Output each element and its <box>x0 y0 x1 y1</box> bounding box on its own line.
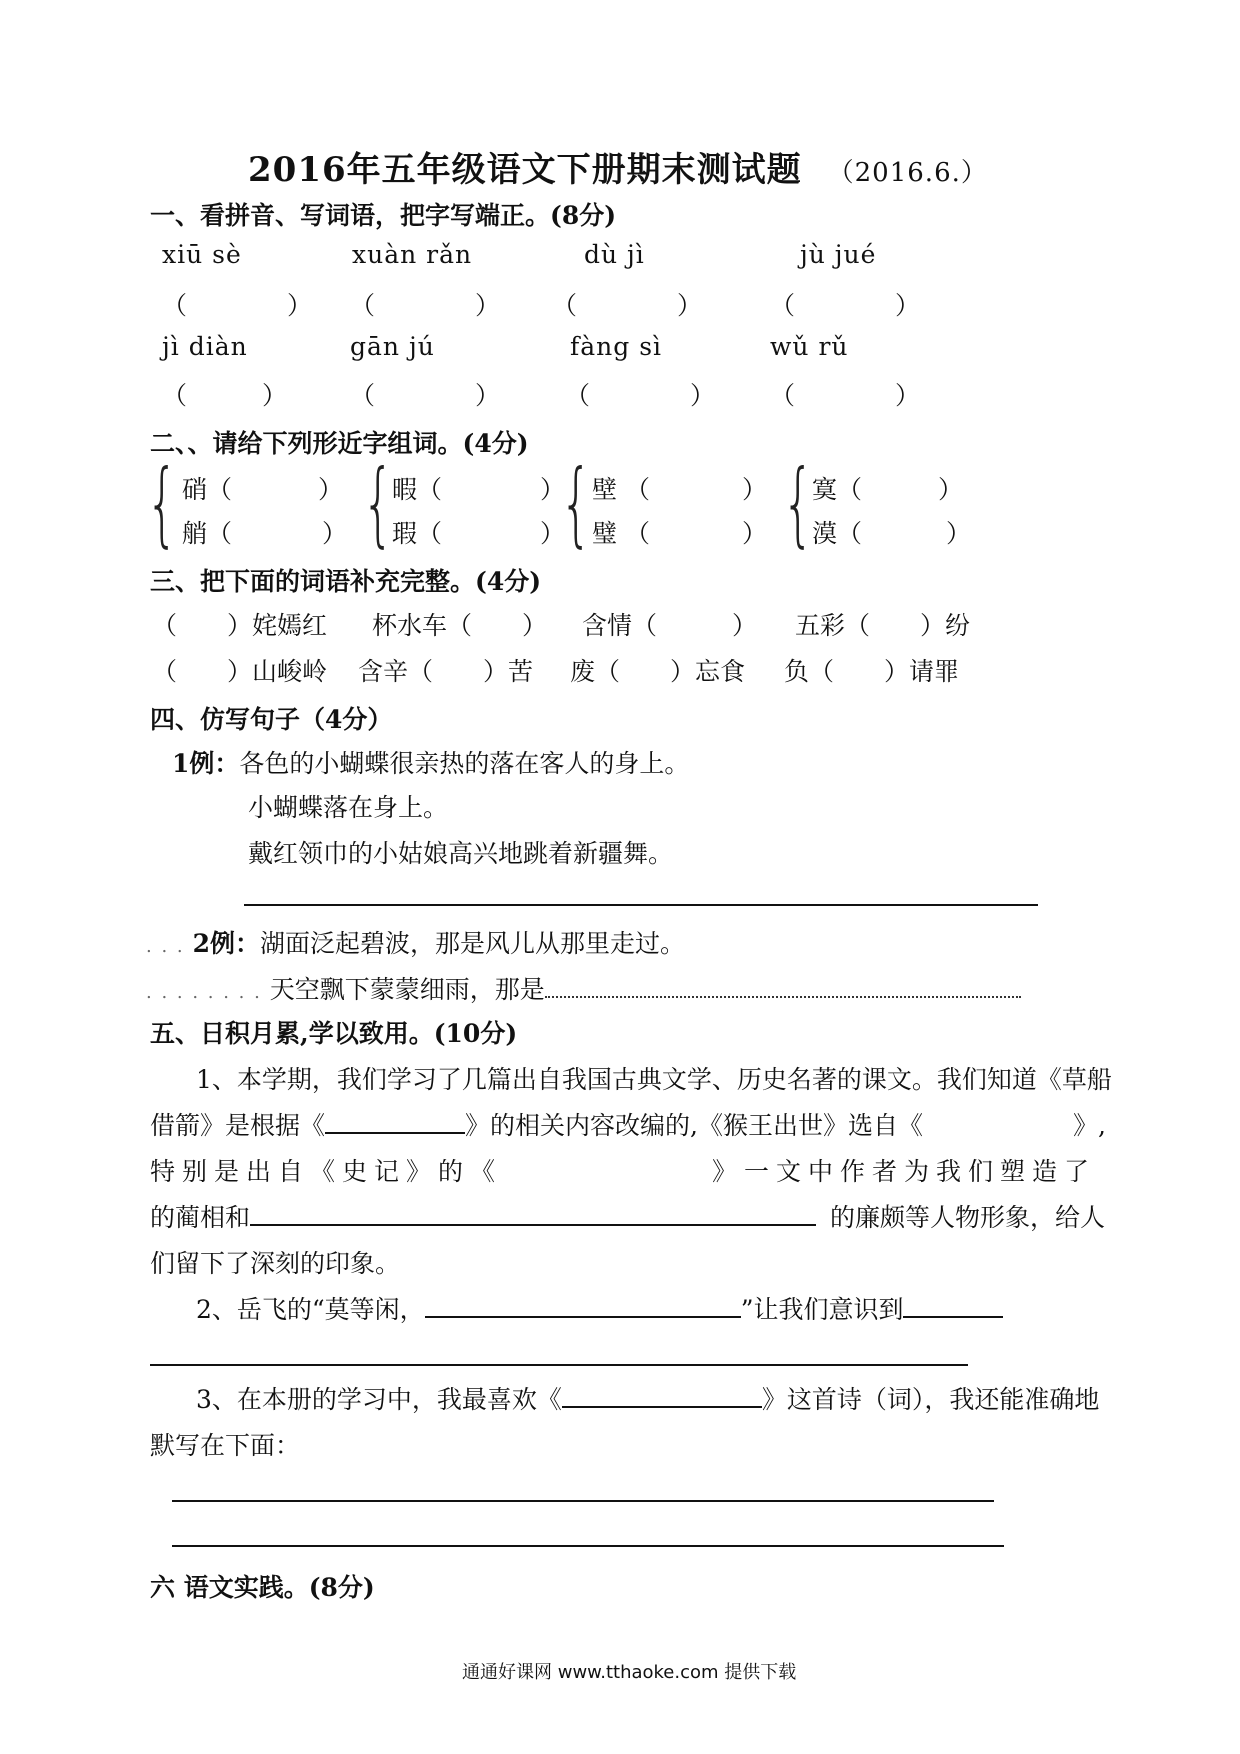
blank-lin-xiangru[interactable] <box>250 1224 816 1226</box>
q1-line4 <box>150 1198 1105 1234</box>
section-5-heading: 五、日积月累,学以致用。(10分) <box>150 1019 518 1048</box>
char-2a: 暇（ <box>392 475 443 504</box>
example-1-label: 1例： <box>172 749 240 778</box>
leader-dots: . . . <box>146 936 185 957</box>
q1-line2 <box>150 1106 1106 1142</box>
footer-credit: 通通好课网 www.tthaoke.com 提供下载 <box>462 1662 797 1683</box>
idiom-7: 废（ ）忘食 <box>570 657 746 686</box>
section-2-heading: 二、、请给下列形近字组词。(4分) <box>150 429 529 458</box>
brace-2: { <box>362 450 395 557</box>
answer-line-q3a[interactable] <box>172 1500 994 1502</box>
q3-line2: 默写在下面： <box>150 1431 301 1460</box>
answer-paren-3[interactable]: （ ） <box>552 291 703 320</box>
pinyin-2: xuàn rǎn <box>352 240 473 269</box>
brace-4: { <box>782 450 815 557</box>
q1-line1: 1、本学期，我们学习了几篇出自我国古典文学、历史名著的课文。我们知道《草船 <box>196 1065 1112 1094</box>
answer-line-q3b[interactable] <box>172 1545 1004 1547</box>
q3-line1 <box>196 1380 1099 1416</box>
section-3-heading: 三、把下面的词语补充完整。(4分) <box>150 567 542 596</box>
example-1-line3: 戴红领巾的小姑娘高兴地跳着新疆舞。 <box>248 839 674 868</box>
example-2-prompt: 天空飘下蒙蒙细雨，那是 <box>269 975 545 1004</box>
q1-line5: 们留下了深刻的印象。 <box>150 1249 401 1278</box>
idiom-5: （ ）山峻岭 <box>152 657 328 686</box>
idiom-6: 含辛（ ）苦 <box>358 657 534 686</box>
answer-paren-5[interactable]: （ ） <box>162 381 288 410</box>
q3-a: 3、在本册的学习中，我最喜欢《 <box>196 1385 562 1414</box>
q1-line2-a: 借箭》是根据《 <box>150 1111 326 1140</box>
char-2b-close: ） <box>540 519 566 548</box>
pinyin-8: wǔ rǔ <box>770 332 849 361</box>
example-1 <box>172 744 689 780</box>
pinyin-6: gān jú <box>350 332 435 361</box>
blank-favorite-poem[interactable] <box>562 1406 762 1408</box>
example-1-line2: 小蝴蝶落在身上。 <box>248 793 449 822</box>
q1-line2-c: 》, <box>1072 1111 1106 1140</box>
brace-1: { <box>146 450 179 557</box>
page-title <box>248 142 988 191</box>
answer-line-1[interactable] <box>244 904 1038 906</box>
blank-source-book[interactable] <box>325 1132 465 1134</box>
char-4a: 寞（ <box>812 475 863 504</box>
blank-yuefei-poem[interactable] <box>425 1316 741 1318</box>
char-1a: 硝（ <box>182 475 233 504</box>
blank-realize[interactable] <box>903 1316 1003 1318</box>
char-1a-close: ） <box>318 475 344 504</box>
pinyin-5: jì diàn <box>162 332 248 361</box>
answer-blank-2[interactable] <box>545 996 1021 998</box>
char-4b-close: ） <box>946 519 972 548</box>
char-3b: 璧 （ <box>592 519 650 548</box>
idiom-3: 含情（ ） <box>582 611 758 640</box>
idiom-1: （ ）姹嫣红 <box>152 611 328 640</box>
char-2b: 瑕（ <box>392 519 443 548</box>
char-4a-close: ） <box>938 475 964 504</box>
q3-b: 》这首诗（词），我还能准确地 <box>761 1385 1100 1414</box>
char-1b-close: ） <box>322 519 348 548</box>
q1-line4-a: 的蔺相和 <box>150 1203 251 1232</box>
section-6-heading: 六 语文实践。(8分) <box>150 1573 375 1602</box>
idiom-8: 负（ ）请罪 <box>784 657 960 686</box>
example-2-text: 湖面泛起碧波，那是风儿从那里走过。 <box>259 929 685 958</box>
char-3b-close: ） <box>742 519 768 548</box>
answer-paren-7[interactable]: （ ） <box>565 381 716 410</box>
section-4-heading: 四、仿写句子（4分） <box>150 705 393 734</box>
title-text: 2016年五年级语文下册期末测试题 <box>248 150 802 190</box>
q1-line3-b: 》一文中作者为我们塑造了 <box>712 1157 1097 1186</box>
example-2-line2 <box>146 970 1021 1006</box>
pinyin-1: xiū sè <box>162 240 242 269</box>
section-1-heading: 一、看拼音、写词语，把字写端正。(8分) <box>150 201 617 230</box>
answer-paren-1[interactable]: （ ） <box>162 291 313 320</box>
brace-3: { <box>560 450 593 557</box>
answer-paren-4[interactable]: （ ） <box>770 291 921 320</box>
example-2 <box>146 924 685 960</box>
pinyin-7: fàng sì <box>570 332 663 361</box>
q1-line3 <box>150 1152 1096 1188</box>
answer-line-q2[interactable] <box>150 1364 968 1366</box>
char-2a-close: ） <box>540 475 566 504</box>
example-2-label: 2例： <box>192 929 260 958</box>
answer-paren-2[interactable]: （ ） <box>350 291 501 320</box>
q2-b: ”让我们意识到 <box>740 1295 904 1324</box>
answer-paren-6[interactable]: （ ） <box>350 381 501 410</box>
q1-line2-b: 》的相关内容改编的,《猴王出世》选自《 <box>465 1111 923 1140</box>
idiom-4: 五彩（ ）纷 <box>795 611 971 640</box>
char-4b: 漠（ <box>812 519 863 548</box>
leader-dots-2: . . . . . . . . <box>146 982 262 1003</box>
char-1b: 艄（ <box>182 519 233 548</box>
char-3a: 壁 （ <box>592 475 650 504</box>
title-date: （2016.6.） <box>827 158 988 188</box>
q1-line3-a: 特别是出自《史记》的《 <box>150 1157 503 1186</box>
answer-paren-8[interactable]: （ ） <box>770 381 921 410</box>
pinyin-3: dù jì <box>584 240 645 269</box>
example-1-text: 各色的小蝴蝶很亲热的落在客人的身上。 <box>239 749 690 778</box>
q2-line1 <box>196 1290 1003 1326</box>
pinyin-4: jù jué <box>800 240 877 269</box>
char-3a-close: ） <box>742 475 768 504</box>
q1-line4-b: 的廉颇等人物形象，给人 <box>830 1203 1106 1232</box>
idiom-2: 杯水车（ ） <box>372 611 548 640</box>
q2-a: 2、岳飞的“莫等闲， <box>196 1295 425 1324</box>
